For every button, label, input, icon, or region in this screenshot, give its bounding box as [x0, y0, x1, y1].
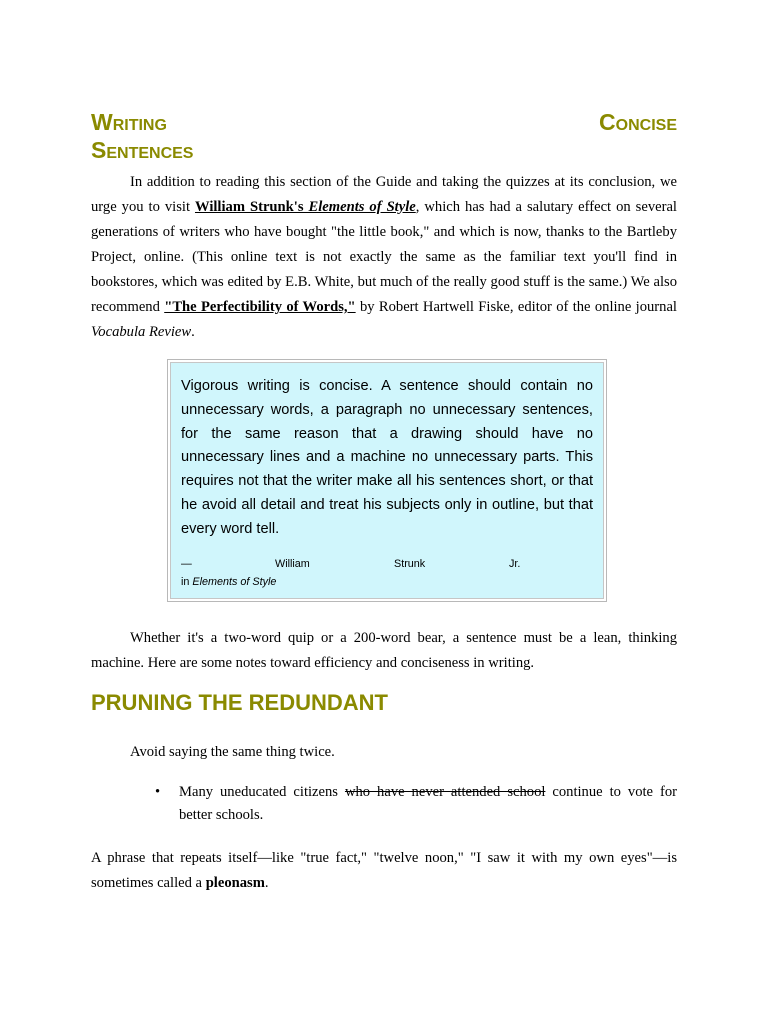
quote-attribution — [181, 555, 593, 595]
whether-paragraph: Whether it's a two-word quip or a 200-word bear, a sentence must be a lean, thinking machine. Here are some notes toward efficiency and conciseness in writing. — [91, 630, 677, 671]
attrib-suffix: Jr. — [509, 557, 521, 570]
section-heading-pruning: PRUNING THE REDUNDANT — [91, 690, 388, 715]
struck-text: who have never attended school — [344, 784, 546, 800]
example-list — [91, 781, 677, 827]
intro-text-3: by Robert Hartwell Fiske, editor of the online journal — [355, 299, 677, 315]
title-word-writing: Writing — [91, 109, 167, 136]
title-word-concise: Concise — [599, 109, 677, 136]
list-item — [91, 781, 677, 827]
attrib-source — [181, 573, 276, 591]
quote-inner — [170, 362, 604, 599]
intro-paragraph — [91, 170, 677, 345]
quote-text: Vigorous writing is concise. A sentence should contain no unnecessary words, a paragraph no unnecessary sentences, for the same reason that a drawing should have no unnecessary lines and a machine no unnecessary parts. This requires not that the writer make all his sentences short, or that he avoid all detail and treat his subjects only in outline, but that every word tell. — [181, 378, 593, 537]
pleonasm-text-before: A phrase that repeats itself—like "true fact," "twelve noon," "I saw it with my own eyes"—is sometimes called a — [91, 850, 677, 891]
perfectibility-link[interactable]: "The Perfectibility of Words," — [164, 299, 356, 315]
attrib-dash: — — [181, 557, 192, 570]
strunk-link-author: William Strunk's — [194, 199, 309, 215]
intro-text-4: . — [191, 324, 195, 340]
journal-name: Vocabula Review — [91, 324, 192, 340]
pleonasm-text-after: . — [264, 875, 269, 891]
attrib-first-name: William — [275, 557, 310, 570]
bullet-text-before: Many uneducated citizens — [179, 784, 345, 800]
bullet-text-after: continue to vote for better schools. — [179, 784, 678, 823]
attrib-last-name: Strunk — [394, 557, 426, 570]
attrib-book-title: Elements of Style — [192, 575, 277, 588]
title-word-sentences: Sentences — [91, 137, 194, 164]
strunk-elements-link[interactable] — [195, 199, 416, 215]
pleonasm-term: pleonasm — [205, 875, 265, 891]
intro-text-2: , which has had a salutary effect on several generations of writers who have bought "the little book," and which is now, thanks to the Bartleby Project, online. (This online text is not exactly the same as the familiar text you'll find in bookstores, which was edited by E.B. White, but much of the really good stuff is the same.) We also recommend — [91, 199, 677, 315]
strunk-quote-box — [167, 359, 607, 602]
avoid-paragraph: Avoid saying the same thing twice. — [130, 744, 335, 760]
bullet-marker: • — [155, 784, 161, 800]
strunk-link-title: Elements of Style — [308, 199, 416, 215]
pleonasm-paragraph — [91, 846, 677, 896]
attrib-in: in — [181, 575, 193, 588]
intro-text-1: In addition to reading this section of the Guide and taking the quizzes at its conclusion, we urge you to visit — [91, 174, 677, 215]
